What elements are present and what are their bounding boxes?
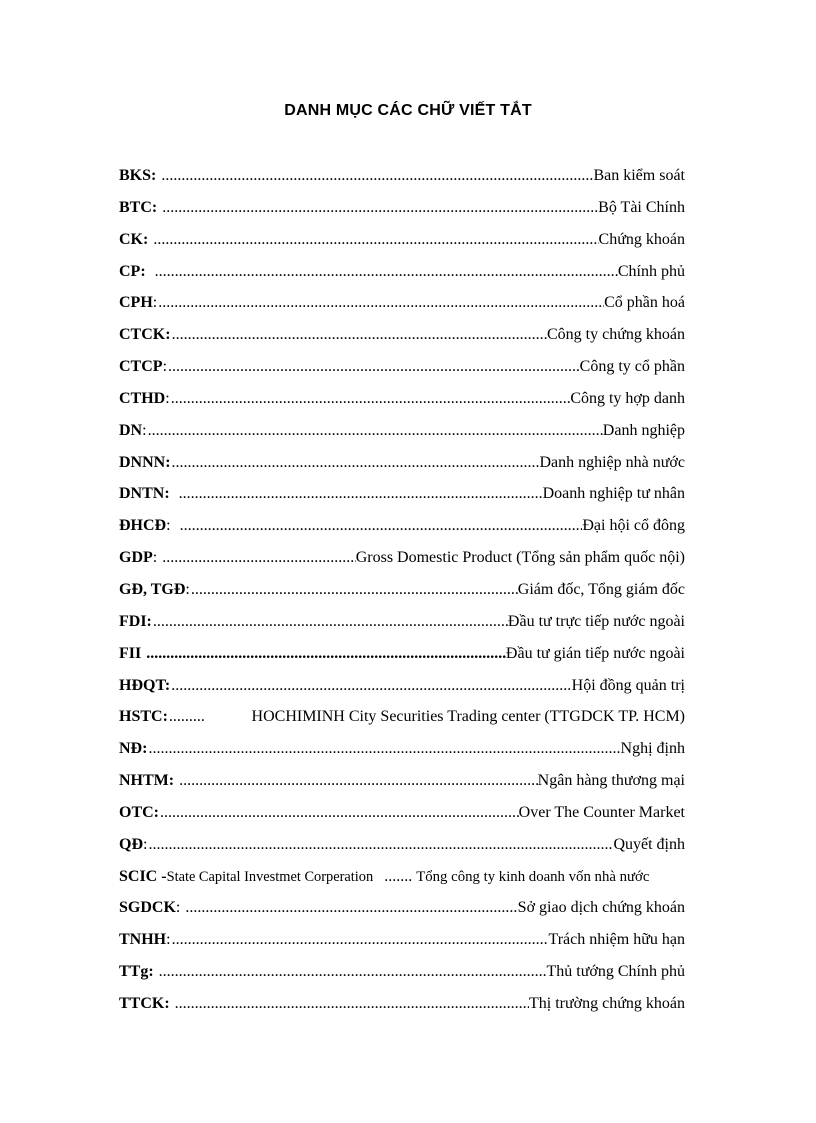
dot-leader — [160, 166, 593, 186]
separator: : — [175, 899, 185, 917]
list-item — [119, 898, 685, 930]
list-item — [119, 707, 685, 739]
definition: Ban kiểm soát — [593, 167, 685, 184]
definition: Quyết định — [613, 835, 685, 853]
definition: Thủ tướng Chính phủ — [546, 963, 685, 981]
list-item — [119, 867, 685, 899]
list-item — [119, 516, 685, 548]
definition: Công ty hợp danh — [570, 389, 685, 407]
abbreviation: CTCP — [119, 358, 163, 376]
separator: : — [152, 549, 162, 567]
definition: Đầu tư trực tiếp nước ngoài — [507, 612, 685, 630]
abbreviation: TNHH — [119, 931, 167, 949]
dot-leader — [159, 803, 519, 823]
separator: : — [143, 835, 148, 853]
abbreviation: DN — [119, 421, 143, 439]
list-item — [119, 994, 685, 1026]
dot-leader — [170, 676, 571, 696]
abbreviation: ĐHCĐ — [119, 517, 167, 535]
definition: Chứng khoán — [598, 230, 685, 248]
definition: Doanh nghiệp tư nhân — [542, 485, 685, 503]
definition: Sở giao dịch chứng khoán — [517, 899, 685, 917]
abbreviation: CPH — [119, 294, 153, 312]
abbreviation: OTC: — [119, 803, 159, 821]
dot-leader — [383, 867, 413, 887]
dot-leader — [184, 898, 517, 918]
dot-leader — [171, 325, 547, 345]
definition: Bộ Tài Chính — [598, 198, 685, 216]
definition: Ngân hàng thương mại — [537, 772, 685, 790]
abbreviation: TTg: — [119, 963, 154, 981]
list-item — [119, 548, 685, 580]
definition: Nghị định — [620, 740, 685, 758]
separator — [146, 262, 154, 282]
definition: Gross Domestic Product (Tổng sản phẩm quốc nội) — [355, 549, 685, 567]
abbreviation: GDP — [119, 549, 153, 567]
list-item — [119, 357, 685, 389]
list-item — [119, 771, 685, 803]
separator: : — [166, 931, 171, 949]
separator: : — [152, 294, 158, 312]
abbreviation: NĐ: — [119, 740, 148, 758]
list-item — [119, 580, 685, 612]
dot-leader — [147, 835, 613, 855]
list-item — [119, 262, 685, 294]
abbreviation: CTCK: — [119, 326, 171, 344]
abbreviation: CTHD — [119, 389, 166, 407]
dot-leader — [157, 293, 604, 313]
separator: : — [166, 517, 179, 535]
abbreviation: SCIC - — [119, 867, 167, 885]
list-item — [119, 612, 685, 644]
definition: Over The Counter Market — [518, 803, 685, 821]
list-item — [119, 962, 685, 994]
dot-leader — [152, 230, 598, 250]
abbreviation: FII — [119, 644, 142, 662]
abbreviation: BKS: — [119, 167, 157, 184]
list-item — [119, 198, 685, 230]
dot-leader — [152, 612, 508, 632]
dot-leader — [168, 707, 204, 727]
definition: Trách nhiệm hữu hạn — [548, 931, 685, 949]
abbreviation: GĐ, TGĐ — [119, 580, 186, 598]
dot-leader — [190, 580, 518, 600]
definition: Tổng công ty kinh doanh vốn nhà nước — [416, 868, 650, 885]
abbreviation: QĐ — [119, 835, 143, 853]
list-item — [119, 389, 685, 421]
dot-leader — [167, 357, 580, 377]
dot-leader — [170, 389, 571, 409]
list-item — [119, 453, 685, 485]
separator: : — [162, 358, 168, 376]
dot-leader — [179, 516, 583, 536]
dot-leader — [178, 484, 543, 504]
separator: : — [185, 580, 190, 598]
definition: Công ty cổ phần — [579, 358, 685, 376]
dot-leader — [147, 421, 603, 441]
english-name-text: State Capital Investmet Corperation — [166, 868, 374, 885]
english-name — [167, 867, 374, 887]
abbreviation-list — [119, 166, 685, 1026]
dot-leader — [171, 453, 540, 473]
list-item — [119, 739, 685, 771]
definition: Danh nghiệp — [602, 421, 685, 439]
separator: : — [165, 389, 170, 407]
definition: Đại hội cổ đông — [582, 517, 685, 535]
dot-leader — [154, 262, 618, 282]
abbreviation: CP: — [119, 262, 146, 280]
definition: Cổ phần hoá — [604, 294, 685, 312]
abbreviation: DNTN: — [119, 485, 170, 503]
abbreviation: HĐQT: — [119, 676, 171, 694]
list-item — [119, 230, 685, 262]
dot-leader — [158, 962, 547, 982]
page-title: DANH MỤC CÁC CHỮ VIẾT TẮT — [284, 102, 532, 119]
list-item — [119, 421, 685, 453]
definition: Hội đồng quản trị — [571, 676, 685, 694]
list-item — [119, 644, 685, 676]
dot-leader — [174, 994, 529, 1014]
definition: Danh nghiệp nhà nước — [539, 453, 685, 471]
definition: HOCHIMINH City Securities Trading center (TTGDCK TP. HCM) — [251, 708, 685, 726]
dot-leader — [161, 198, 598, 218]
list-item — [119, 325, 685, 357]
definition: Chính phủ — [617, 262, 685, 280]
list-item — [119, 484, 685, 516]
definition: Đầu tư gián tiếp nước ngoài — [505, 644, 685, 662]
list-item — [119, 293, 685, 325]
separator: : — [142, 421, 147, 439]
abbreviation: NHTM: — [119, 772, 175, 790]
abbreviation: TTCK: — [119, 994, 170, 1012]
abbreviation: DNNN: — [119, 453, 171, 471]
dot-leader — [145, 644, 506, 664]
separator — [170, 484, 178, 504]
definition: Thị trường chứng khoán — [529, 994, 685, 1012]
abbreviation: SGDCK — [119, 899, 176, 917]
list-item — [119, 803, 685, 835]
dot-leader — [178, 771, 538, 791]
abbreviation: BTC: — [119, 198, 158, 216]
abbreviation: CK: — [119, 230, 149, 248]
abbreviation: HSTC: — [119, 708, 168, 726]
list-item — [119, 166, 685, 198]
dot-leader — [171, 930, 549, 950]
dot-leader — [161, 548, 355, 568]
list-item — [119, 930, 685, 962]
definition: Công ty chứng khoán — [547, 326, 685, 344]
abbreviation: FDI: — [119, 612, 152, 630]
list-item — [119, 676, 685, 708]
list-item — [119, 835, 685, 867]
definition: Giám đốc, Tổng giám đốc — [517, 580, 685, 598]
dot-leader — [147, 739, 620, 759]
